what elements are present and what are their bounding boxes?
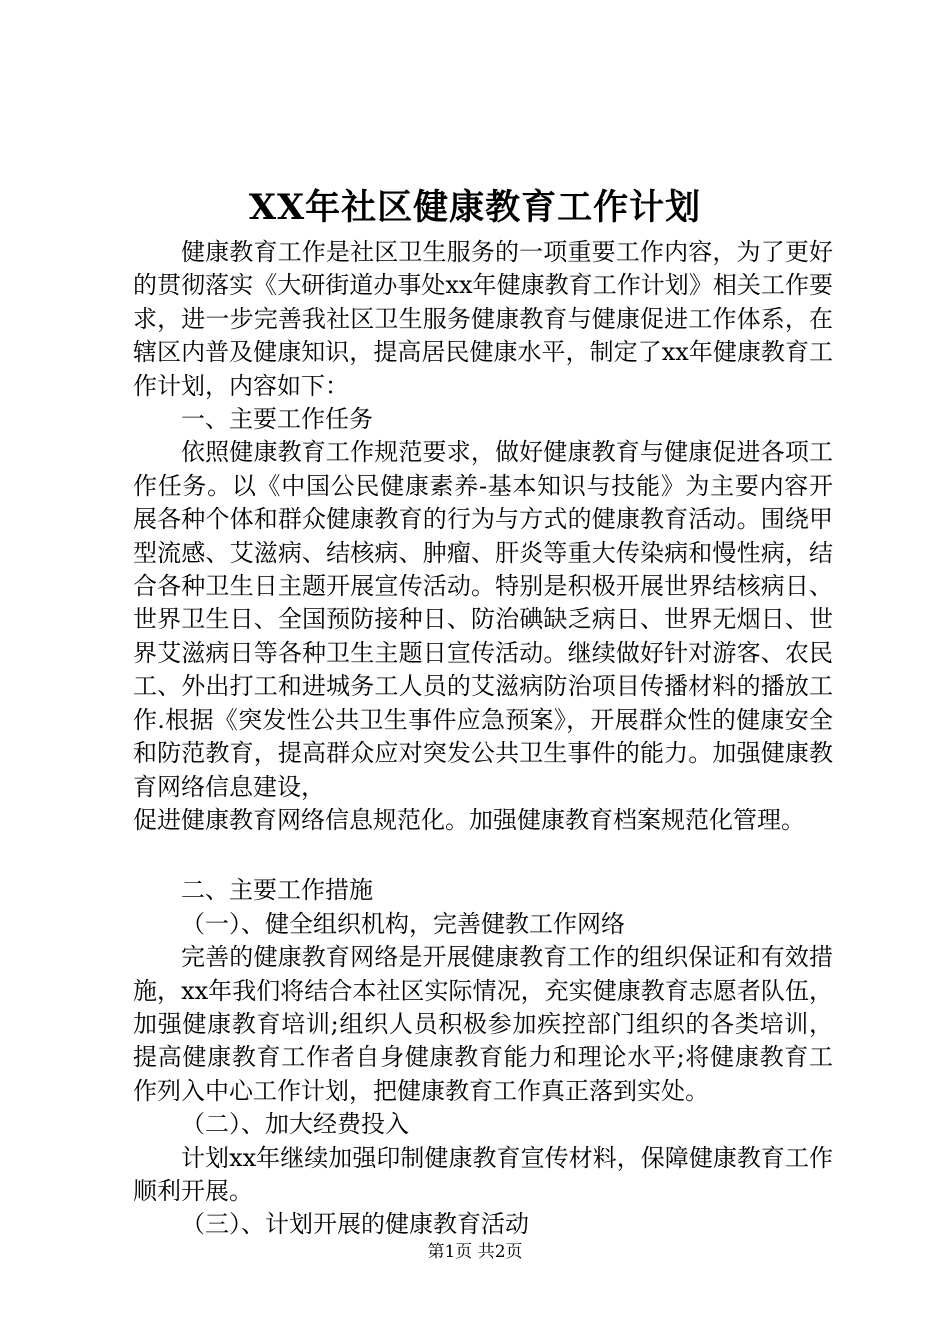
subsection2-heading: （二）、加大经费投入	[181, 1110, 409, 1139]
subsection1-heading: （一）、健全组织机构，完善健教工作网络	[181, 909, 625, 938]
paragraph-spacer	[133, 837, 833, 874]
subsection3-heading: （三）、计划开展的健康教育活动	[181, 1210, 529, 1239]
section1-paragraph: 依照健康教育工作规范要求，做好健康教育与健康促进各项工作任务。以《中国公民健康素养-基本知识与技能》为主要内容开展各种个体和群众健康教育的行为与方式的健康教育活动。围绕甲型流感、艾滋病、结核病、肿瘤、肝炎等重大传染病和慢性病，结合各种卫生日主题开展宣传活动。特别是积极开展世界结核病日、世界卫生日、全国预防接种日、防治碘缺乏病日、世界无烟日、世界艾滋病日等各种卫生主题日宣传活动。继续做好针对游客、农民工、外出打工和进城务工人员的艾滋病防治项目传播材料的播放工作.根据《突发性公共卫生事件应急预案》，开展群众性的健康安全和防范教育，提高群众应对突发公共卫生事件的能力。加强健康教育网络信息建设，	[133, 438, 833, 801]
section1-heading: 一、主要工作任务	[181, 405, 373, 434]
subsection2-paragraph: 计划xx年继续加强印制健康教育宣传材料，保障健康教育工作顺利开展。	[133, 1143, 833, 1205]
document-body	[133, 236, 833, 1242]
subsection1-paragraph: 完善的健康教育网络是开展健康教育工作的组织保证和有效措施，xx年我们将结合本社区实际情况，充实健康教育志愿者队伍，加强健康教育培训;组织人员积极参加疾控部门组织的各类培训，提高健康教育工作者自身健康教育能力和理论水平;将健康教育工作列入中心工作计划，把健康教育工作真正落到实处。	[133, 943, 833, 1105]
section1-paragraph-last-line: 促进健康教育网络信息规范化。加强健康教育档案规范化管理。	[133, 805, 805, 834]
page-footer: 第1页 共2页	[427, 1242, 523, 1262]
intro-paragraph: 健康教育工作是社区卫生服务的一项重要工作内容，为了更好的贯彻落实《大研街道办事处xx年健康教育工作计划》相关工作要求，进一步完善我社区卫生服务健康教育与健康促进工作体系，在辖区内普及健康知识，提高居民健康水平，制定了xx年健康教育工作计划，内容如下：	[133, 238, 833, 400]
document-title: XX年社区健康教育工作计划	[248, 187, 702, 228]
section2-heading: 二、主要工作措施	[181, 876, 373, 905]
